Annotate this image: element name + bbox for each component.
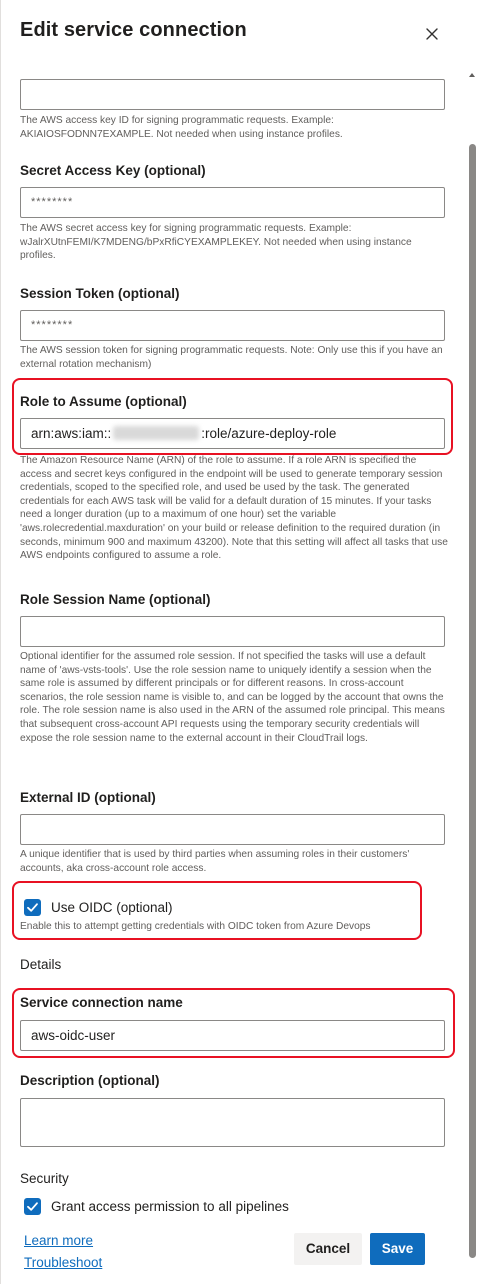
description-textarea[interactable] [20,1098,445,1147]
dialog-title: Edit service connection [20,19,247,41]
dialog-header [1,0,480,60]
role-session-name-help: Optional identifier for the assumed role session. If not specified the tasks will use a default name of 'aws-vsts-tools'. Use the role session name to uniquely identify a session when the same role is assumed by different principals or for different reasons. In cross-account scenarios, the role session name is visible to, and can be logged by the account that owns the role. The role session name is also used in the ARN of the assumed role principal. This means that subsequent cross-account API requests using the temporary security credentials will expose the role session name to the external account in their CloudTrail logs. [20,651,445,744]
scrollbar-thumb[interactable] [469,144,476,1258]
grant-access-label[interactable]: Grant access permission to all pipelines [51,1199,289,1214]
troubleshoot-link[interactable]: Troubleshoot [24,1255,103,1270]
access-key-label-clipped [20,56,220,60]
access-key-input[interactable] [20,79,445,110]
external-id-label: External ID (optional) [20,790,156,805]
secret-key-help: The AWS secret access key for signing programmatic requests. Example: wJalrXUtnFEMI/K7MDENG/bPxRfiCYEXAMPLEKEY. Not needed when using instance profiles. [20,223,412,262]
role-session-name-label: Role Session Name (optional) [20,592,211,607]
session-token-input[interactable]: ******** [20,310,445,341]
service-connection-name-input[interactable]: aws-oidc-user [20,1020,445,1051]
scroll-up-arrow-icon[interactable] [468,66,476,74]
role-to-assume-help: The Amazon Resource Name (ARN) of the role to assume. If a role ARN is specified the access and secret keys configured in the endpoint will be used to generate temporary session credentials, scoped to the specified role, and used be used by the task. The generated credentials for each AWS task will be valid for a default duration of 15 minutes. If your tasks need a longer duration (up to a maximum of one hour) set the variable 'aws.rolecredential.maxduration' on your build or release definition to the required duration (in seconds, minimum 900 and maximum 43200). Note that this setting will affect all tasks that use AWS endpoints configured to assume a role. [20,455,448,562]
close-icon[interactable] [424,26,440,42]
secret-key-input[interactable]: ******** [20,187,445,218]
learn-more-link[interactable]: Learn more [24,1233,94,1248]
save-button[interactable]: Save [370,1233,425,1265]
oidc-checkbox[interactable] [24,899,41,916]
secret-key-label: Secret Access Key (optional) [20,163,206,178]
checkmark-icon [26,1200,39,1213]
access-key-help: The AWS access key ID for signing programmatic requests. Example: AKIAIOSFODNN7EXAMPLE. Not needed when using instance profiles. [20,115,343,140]
oidc-help: Enable this to attempt getting credentials with OIDC token from Azure Devops [20,921,371,932]
details-heading: Details [20,957,62,972]
role-arn-prefix: arn:aws:iam:: [31,426,112,441]
role-to-assume-input[interactable] [20,418,445,449]
session-token-label: Session Token (optional) [20,286,180,301]
role-arn-suffix: :role/azure-deploy-role [201,426,337,441]
form-content [1,0,467,1284]
role-to-assume-label: Role to Assume (optional) [20,394,187,409]
oidc-label[interactable]: Use OIDC (optional) [51,900,173,915]
description-label: Description (optional) [20,1073,160,1088]
service-connection-name-label: Service connection name [20,995,183,1010]
session-token-help: The AWS session token for signing programmatic requests. Note: Only use this if you have an external rotation mechanism) [20,345,443,370]
checkmark-icon [26,901,39,914]
cancel-button[interactable]: Cancel [294,1233,362,1265]
security-heading: Security [20,1171,69,1186]
external-id-input[interactable] [20,814,445,845]
external-id-help: A unique identifier that is used by third parties when assuming roles in their customers' accounts, aka cross-account role access. [20,849,410,874]
grant-access-checkbox[interactable] [24,1198,41,1215]
role-session-name-input[interactable] [20,616,445,647]
redacted-account-id [113,426,199,440]
